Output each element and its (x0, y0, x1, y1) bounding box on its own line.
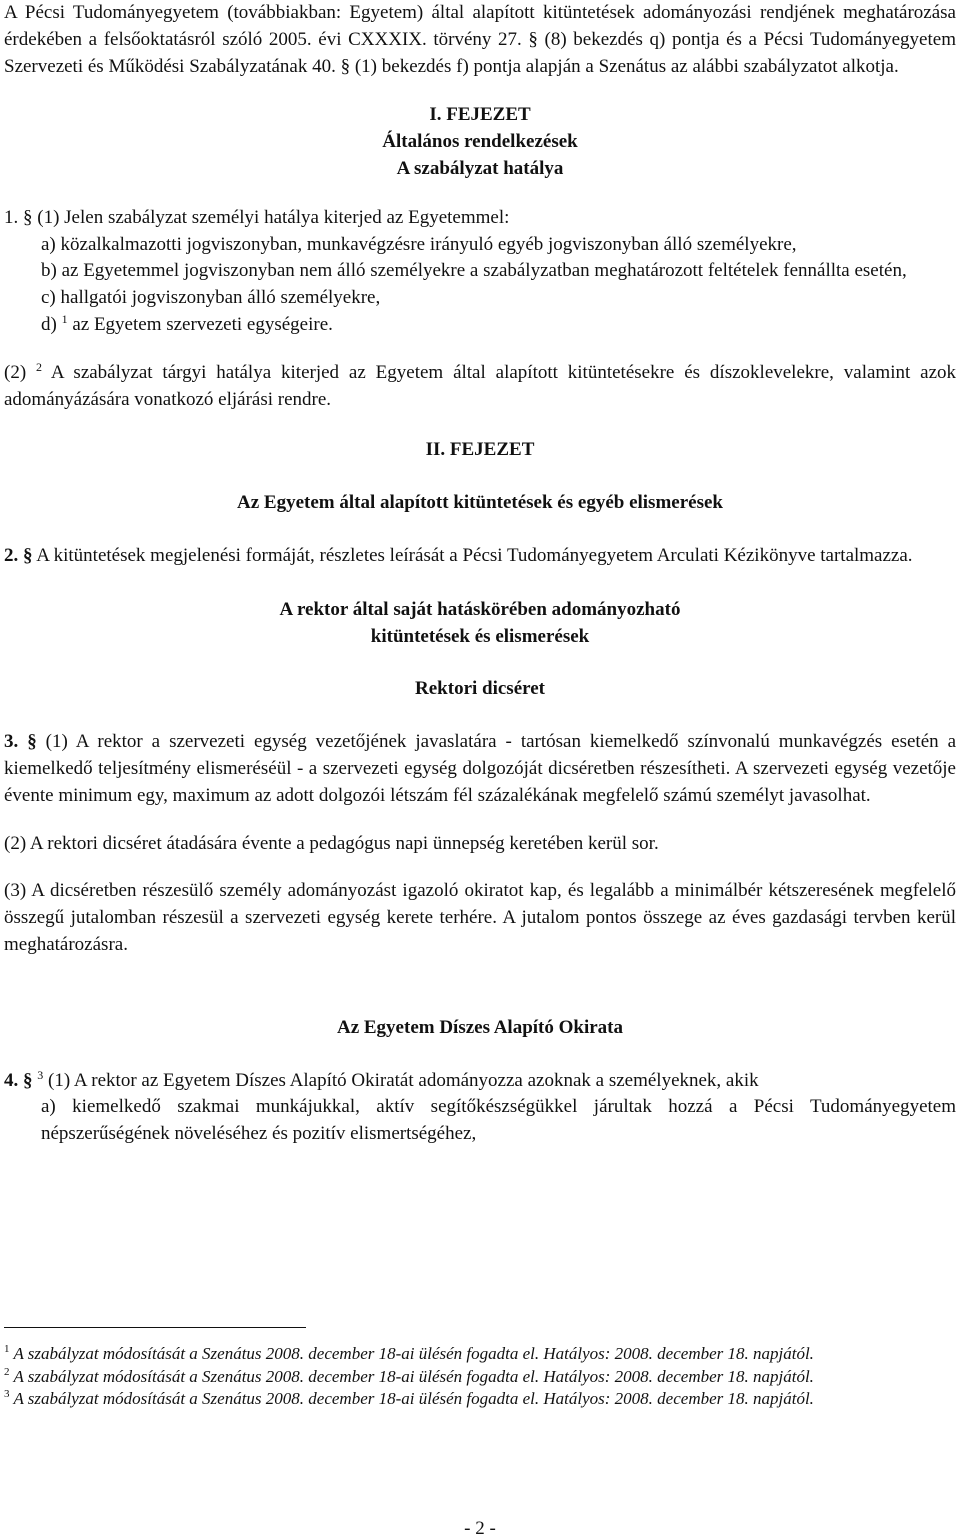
section-2 (4, 543, 956, 570)
footnote-3 (4, 1388, 956, 1411)
section-3 (4, 729, 956, 959)
section-1-item-b: b) az Egyetemmel jogviszonyban nem álló személyekre a szabályzatban meghatározott feltételek fennállta esetén, (41, 260, 907, 282)
section-1 (4, 205, 956, 414)
chapter-2-subtitle: Az Egyetem által alapított kitüntetések és egyéb elismerések (237, 492, 723, 514)
section-1-paragraph-1 (4, 205, 956, 232)
section-3-paragraph-3: (3) A dicséretben részesülő személy adományozást igazoló okiratot kap, és legalább a minimálbér kétszeresének megfelelő összegű jutalomban részesül a szervezeti egység kerete terhére. A jutalom pontos összege az éves gazdasági tervben kerül meghatározásra. (4, 880, 956, 955)
item-d-text: az Egyetem szervezeti egységeire. (67, 313, 333, 335)
section-2-text: A kitüntetések megjelenési formáját, részletes leírását a Pécsi Tudományegyetem Arculati Kézikönyve tartalmazza. (32, 544, 913, 566)
section-4-paragraph-1 (4, 1068, 956, 1095)
section-4-p1-text: (1) A rektor az Egyetem Díszes Alapító Okiratát adományozza azoknak a személyeknek, akik (43, 1069, 759, 1091)
footnote-1-mark: 1 (4, 1343, 10, 1355)
footnote-1-text: A szabályzat módosítását a Szenátus 2008. december 18-ai ülésén fogadta el. Hatályos: 2008. december 18. napjától. (9, 1344, 814, 1363)
page-number: - 2 - (464, 1518, 496, 1539)
scope-heading: A szabályzat hatálya (396, 157, 564, 179)
rector-awards-heading (4, 597, 956, 651)
section-3-number: 3. § (4, 731, 37, 753)
section-4 (4, 1068, 956, 1148)
section-2-number: 2. § (4, 544, 33, 566)
footnote-ref-1[interactable]: 1 (61, 311, 68, 326)
section-3-paragraph-2: (2) A rektori dicséret átadására évente a pedagógus napi ünnepség keretében kerül sor. (4, 832, 659, 854)
rector-heading-line-1: A rektor által saját hatáskörében adományozható (279, 598, 681, 620)
section-3-p1-text: (1) A rektor a szervezeti egység vezetőjének javaslatára - tartósan kiemelkedő színvonalú munkavégzés esetén a kiemelkedő teljesítmény elismeréséül - a szervezeti egység dolgozóját dicséretben részesítheti. A szervezeti egység vezetője évente minimum egy, maximum az adott dolgozói létszám fél százalékának megfelelő számú személyt javasolhat. (4, 731, 957, 806)
footnote-3-mark: 3 (4, 1388, 10, 1400)
document-page (4, 0, 957, 1539)
footnote-separator (4, 1327, 306, 1328)
footnote-ref-3[interactable]: 3 (37, 1067, 44, 1082)
section-1-number: 1. § (4, 206, 33, 228)
item-d-label: d) (41, 313, 57, 335)
section-3-paragraph-1 (4, 729, 956, 809)
p2-text: A szabályzat tárgyi hatálya kiterjed az Egyetem által alapított kitüntetésekre és díszoklevelekre, valamint azok adományázására vonatkozó eljárási rendre. (4, 361, 957, 410)
section-1-p1-text: (1) Jelen szabályzat személyi hatálya kiterjed az Egyetemmel: (37, 206, 510, 228)
chapter-1-title: I. FEJEZET (429, 104, 531, 126)
footnote-ref-2[interactable]: 2 (36, 359, 43, 374)
chapter-2-title: II. FEJEZET (425, 439, 535, 461)
chapter-1-subtitle: Általános rendelkezések (382, 131, 578, 153)
section-1-item-d (4, 312, 956, 339)
section-1-item-c: c) hallgatói jogviszonyban álló személyekre, (41, 287, 381, 309)
section-4-item-a: a) kiemelkedő szakmai munkájukkal, aktív segítőkészségükkel járultak hozzá a Pécsi Tudományegyetem népszerűségének növeléséhez és pozitív elismertségéhez, (41, 1096, 956, 1145)
footnote-2-mark: 2 (4, 1365, 10, 1378)
section-1-item-a: a) közalkalmazotti jogviszonyban, munkavégzésre irányuló egyéb jogviszonyban álló személyekre, (41, 233, 797, 255)
section-1-paragraph-2 (4, 360, 956, 414)
rector-heading-line-2: kitüntetések és elismerések (370, 625, 590, 647)
footnote-3-text: A szabályzat módosítását a Szenátus 2008. december 18-ai ülésén fogadta el. Hatályos: 2008. december 18. napjától. (9, 1389, 814, 1408)
chapter-1-heading (4, 102, 956, 182)
intro-paragraph: A Pécsi Tudományegyetem (továbbiakban: Egyetem) által alapított kitüntetések adományozási rendjének meghatározása érdekében a felsőoktatásról szóló 2005. évi CXXXIX. törvény 27. § (8) bekezdés q) pontja és a Pécsi Tudományegyetem Szervezeti és Működési Szabályzatának 40. § (1) bekezdés f) pontja alapján a Szenátus az alábbi szabályzatot alkotja. (4, 2, 956, 77)
section-4-number: 4. § (4, 1069, 33, 1091)
chapter-2-heading (4, 437, 956, 517)
footnote-2-text: A szabályzat módosítását a Szenátus 2008. december 18-ai ülésén fogadta el. Hatályos: 2008. december 18. napjától. (9, 1366, 814, 1386)
rector-praise-heading: Rektori dicséret (415, 678, 545, 700)
footnote-1 (4, 1343, 956, 1366)
charter-heading: Az Egyetem Díszes Alapító Okirata (336, 1016, 623, 1038)
footnote-2 (4, 1366, 956, 1389)
p2-label: (2) (4, 361, 27, 383)
footnotes (4, 1343, 956, 1411)
